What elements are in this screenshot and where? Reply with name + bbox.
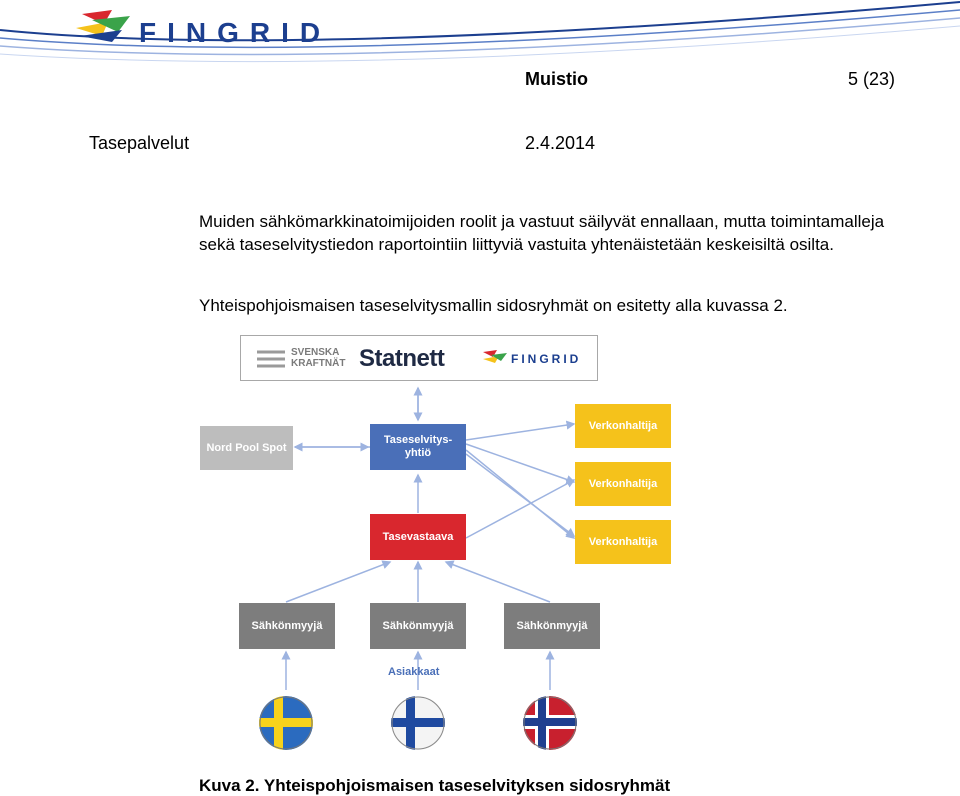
taseselvitys-box: Taseselvitys- yhtiö xyxy=(370,424,466,470)
asiakkaat-label: Asiakkaat xyxy=(388,666,440,678)
finland-flag-icon xyxy=(391,696,445,750)
sahkonmyyja-box-3: Sähkönmyyjä xyxy=(504,603,600,649)
fingrid-small-logo: FINGRID xyxy=(511,352,582,366)
department: Tasepalvelut xyxy=(89,133,190,153)
verkonhaltija-box-2: Verkonhaltija xyxy=(575,462,671,506)
statnett-logo: Statnett xyxy=(359,345,445,372)
document-date: 2.4.2014 xyxy=(525,133,596,153)
figure-caption: Kuva 2. Yhteispohjoismaisen taseselvityksen sidosryhmät xyxy=(199,776,671,795)
tasevastaava-box: Tasevastaava xyxy=(370,514,466,560)
paragraph-2: Yhteispohjoismaisen taseselvitysmallin sidosryhmät on esitetty alla kuvassa 2. xyxy=(199,296,788,315)
paragraph-1: Muiden sähkömarkkinatoimijoiden roolit ja vastuut säilyvät ennallaan, mutta toimintamalleja sekä taseselvitystiedon raportointiin liittyviä vastuita yhtenäistetään keskeisiltä osilta. xyxy=(199,212,885,254)
nord-pool-spot-box: Nord Pool Spot xyxy=(200,426,293,470)
svenska-kraftnat-logo: SVENSKA KRAFTNÄT xyxy=(291,347,346,369)
verkonhaltija-box-1: Verkonhaltija xyxy=(575,404,671,448)
page-number: 5 (23) xyxy=(848,69,896,89)
sweden-flag-icon xyxy=(259,696,313,750)
fingrid-logo-icon xyxy=(72,6,138,44)
stakeholder-diagram xyxy=(190,330,690,770)
norway-flag-icon xyxy=(523,696,577,750)
verkonhaltija-box-3: Verkonhaltija xyxy=(575,520,671,564)
sahkonmyyja-box-2: Sähkönmyyjä xyxy=(370,603,466,649)
sahkonmyyja-box-1: Sähkönmyyjä xyxy=(239,603,335,649)
brand-name: FINGRID xyxy=(139,17,332,48)
fingrid-small-logo-icon xyxy=(481,348,509,368)
svenska-kraftnat-logo-icon xyxy=(255,348,287,370)
tso-logo-bar xyxy=(240,335,598,381)
doc-type: Muistio xyxy=(525,69,588,89)
